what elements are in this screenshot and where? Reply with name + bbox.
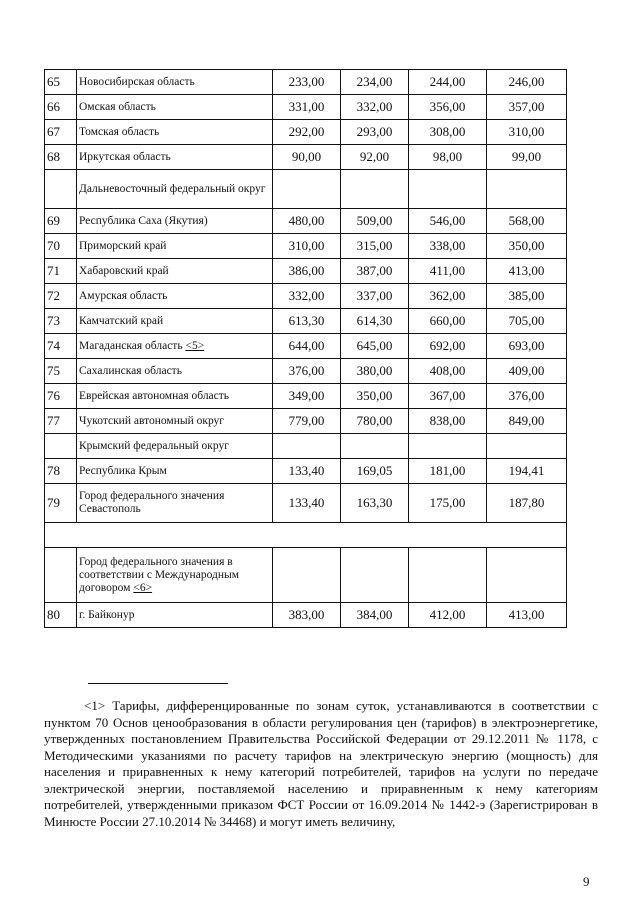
tariff-value: 349,00 — [273, 384, 341, 409]
tariff-value: 383,00 — [273, 603, 341, 628]
tariff-value: 568,00 — [487, 209, 567, 234]
tariff-value: 362,00 — [409, 284, 487, 309]
tariff-value: 705,00 — [487, 309, 567, 334]
tariff-value: 546,00 — [409, 209, 487, 234]
table-row — [45, 484, 567, 523]
region-name: Амурская область — [77, 284, 273, 309]
table-row-section-header — [45, 548, 567, 603]
empty-cell — [409, 170, 487, 209]
footnote-link[interactable]: <5> — [185, 339, 205, 352]
table-row-section-header — [45, 434, 567, 459]
region-name: г. Байконур — [77, 603, 273, 628]
footnote-separator — [88, 683, 228, 684]
table-row — [45, 209, 567, 234]
tariff-value: 99,00 — [487, 145, 567, 170]
row-number: 67 — [45, 120, 77, 145]
tariff-value: 645,00 — [341, 334, 409, 359]
section-title — [77, 548, 273, 603]
row-number: 76 — [45, 384, 77, 409]
tariff-value: 779,00 — [273, 409, 341, 434]
tariff-value: 509,00 — [341, 209, 409, 234]
tariff-value: 387,00 — [341, 259, 409, 284]
region-name: Новосибирская область — [77, 70, 273, 95]
row-number: 73 — [45, 309, 77, 334]
tariff-value: 376,00 — [273, 359, 341, 384]
table-row — [45, 284, 567, 309]
table-row — [45, 145, 567, 170]
table-row — [45, 359, 567, 384]
tariff-value: 337,00 — [341, 284, 409, 309]
tariff-value: 838,00 — [409, 409, 487, 434]
row-number: 74 — [45, 334, 77, 359]
row-number: 77 — [45, 409, 77, 434]
table-row-section-header — [45, 170, 567, 209]
tariff-value: 163,30 — [341, 484, 409, 523]
table-row — [45, 234, 567, 259]
table-row — [45, 603, 567, 628]
tariff-value: 692,00 — [409, 334, 487, 359]
region-name: Республика Саха (Якутия) — [77, 209, 273, 234]
tariff-value: 181,00 — [409, 459, 487, 484]
table-row — [45, 95, 567, 120]
region-name: Республика Крым — [77, 459, 273, 484]
empty-cell — [273, 434, 341, 459]
section-title-text: Город федерального значения в соответствии с Международным договором — [79, 555, 239, 594]
tariff-value: 480,00 — [273, 209, 341, 234]
empty-cell — [273, 170, 341, 209]
table-row — [45, 309, 567, 334]
tariff-value: 411,00 — [409, 259, 487, 284]
empty-cell — [341, 548, 409, 603]
tariff-value: 310,00 — [273, 234, 341, 259]
tariff-value: 332,00 — [341, 95, 409, 120]
tariff-value: 169,05 — [341, 459, 409, 484]
empty-cell — [273, 548, 341, 603]
row-number: 65 — [45, 70, 77, 95]
empty-cell — [487, 434, 567, 459]
section-title: Крымский федеральный округ — [77, 434, 273, 459]
tariff-value: 331,00 — [273, 95, 341, 120]
tariff-value: 310,00 — [487, 120, 567, 145]
tariff-value: 315,00 — [341, 234, 409, 259]
region-name: Сахалинская область — [77, 359, 273, 384]
tariff-value: 413,00 — [487, 259, 567, 284]
region-name: Еврейская автономная область — [77, 384, 273, 409]
row-number — [45, 434, 77, 459]
blank-merged-cell — [45, 523, 567, 548]
tariff-value: 133,40 — [273, 459, 341, 484]
tariff-value: 133,40 — [273, 484, 341, 523]
tariff-value: 613,30 — [273, 309, 341, 334]
table-row — [45, 384, 567, 409]
tariff-value: 350,00 — [341, 384, 409, 409]
tariff-value: 234,00 — [341, 70, 409, 95]
row-number: 79 — [45, 484, 77, 523]
tariff-value: 660,00 — [409, 309, 487, 334]
tariff-value: 408,00 — [409, 359, 487, 384]
row-number: 69 — [45, 209, 77, 234]
empty-cell — [341, 170, 409, 209]
tariff-value: 233,00 — [273, 70, 341, 95]
region-name: Приморский край — [77, 234, 273, 259]
region-name-text: Магаданская область — [79, 339, 183, 352]
tariff-value: 386,00 — [273, 259, 341, 284]
row-number — [45, 548, 77, 603]
tariff-value: 385,00 — [487, 284, 567, 309]
region-name: Томская область — [77, 120, 273, 145]
table-row — [45, 409, 567, 434]
table-row-blank — [45, 523, 567, 548]
tariff-value: 175,00 — [409, 484, 487, 523]
region-name: Хабаровский край — [77, 259, 273, 284]
tariff-value: 384,00 — [341, 603, 409, 628]
region-name: Город федерального значения Севастополь — [77, 484, 273, 523]
tariff-value: 350,00 — [487, 234, 567, 259]
tariff-value: 92,00 — [341, 145, 409, 170]
tariff-value: 693,00 — [487, 334, 567, 359]
row-number: 68 — [45, 145, 77, 170]
tariff-value: 293,00 — [341, 120, 409, 145]
tariff-value: 292,00 — [273, 120, 341, 145]
region-name: Иркутская область — [77, 145, 273, 170]
row-number: 78 — [45, 459, 77, 484]
tariff-value: 376,00 — [487, 384, 567, 409]
footnote-link[interactable]: <6> — [133, 581, 153, 594]
tariff-value: 849,00 — [487, 409, 567, 434]
row-number: 66 — [45, 95, 77, 120]
region-name: Камчатский край — [77, 309, 273, 334]
footnote-text — [44, 698, 598, 830]
row-number: 72 — [45, 284, 77, 309]
table-row — [45, 120, 567, 145]
table-row — [45, 334, 567, 359]
tariff-value: 332,00 — [273, 284, 341, 309]
tariff-value: 338,00 — [409, 234, 487, 259]
table-row — [45, 70, 567, 95]
empty-cell — [409, 434, 487, 459]
tariff-value: 780,00 — [341, 409, 409, 434]
row-number: 75 — [45, 359, 77, 384]
empty-cell — [341, 434, 409, 459]
section-title: Дальневосточный федеральный округ — [77, 170, 273, 209]
region-name — [77, 334, 273, 359]
tariff-value: 194,41 — [487, 459, 567, 484]
table-row — [45, 459, 567, 484]
tariff-value: 409,00 — [487, 359, 567, 384]
tariff-value: 356,00 — [409, 95, 487, 120]
row-number: 70 — [45, 234, 77, 259]
tariff-value: 380,00 — [341, 359, 409, 384]
tariff-value: 614,30 — [341, 309, 409, 334]
tariff-value: 90,00 — [273, 145, 341, 170]
empty-cell — [487, 548, 567, 603]
empty-cell — [487, 170, 567, 209]
tariff-value: 367,00 — [409, 384, 487, 409]
region-name: Омская область — [77, 95, 273, 120]
tariff-value: 187,80 — [487, 484, 567, 523]
row-number: 71 — [45, 259, 77, 284]
footnote-body: <1> Тарифы, дифференцированные по зонам суток, устанавливаются в соответствии с пунктом 70 Основ ценообразования в области регулирования цен (тарифов) в электроэнергетике, утвержденных постановлением Правительства Российской Федерации от 29.12.2011 № 1178, с Методическими указаниями по расчету тарифов на электрическую энергию (мощность) для населения и приравненных к нему категорий потребителей, тарифов на услуги по передаче электрической энергии, поставляемой населению и приравненным к нему категориям потребителей, утвержденными приказом ФСТ России от 16.09.2014 № 1442-э (Зарегистрирован в Минюсте России 27.10.2014 № 34468) и могут иметь величину, — [44, 698, 598, 829]
tariff-value: 244,00 — [409, 70, 487, 95]
tariff-value: 246,00 — [487, 70, 567, 95]
row-number — [45, 170, 77, 209]
tariff-value: 98,00 — [409, 145, 487, 170]
tariff-value: 308,00 — [409, 120, 487, 145]
tariff-table — [44, 69, 567, 628]
table-row — [45, 259, 567, 284]
tariff-value: 357,00 — [487, 95, 567, 120]
tariff-value: 413,00 — [487, 603, 567, 628]
row-number: 80 — [45, 603, 77, 628]
empty-cell — [409, 548, 487, 603]
page-number: 9 — [583, 874, 590, 889]
tariff-value: 644,00 — [273, 334, 341, 359]
region-name: Чукотский автономный округ — [77, 409, 273, 434]
tariff-value: 412,00 — [409, 603, 487, 628]
